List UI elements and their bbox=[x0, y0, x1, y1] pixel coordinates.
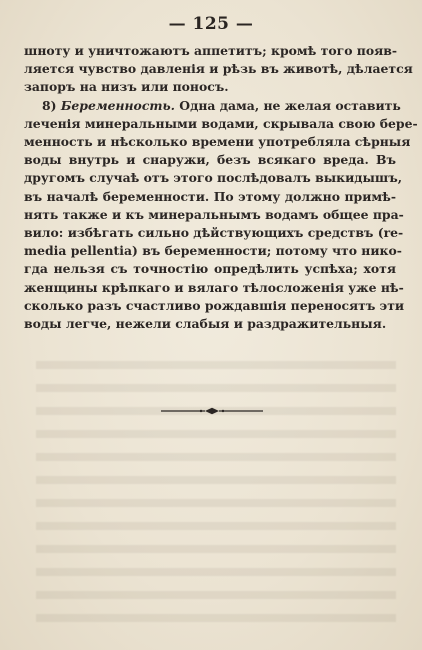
section-8-line-4: другомъ случаѣ отъ этого послѣдовалъ выкидышъ, bbox=[24, 170, 403, 186]
section-8-line-2: менность и нѣсколько времени употребляла сѣрныя bbox=[24, 134, 411, 150]
section-8-line-12: воды легче, нежели слабыя и раздражительныя. bbox=[24, 316, 387, 332]
page-number: — 125 — bbox=[168, 14, 254, 34]
reverse-side-bleed-through bbox=[36, 352, 396, 637]
paragraph-1-line-2: ляется чувство давленія и рѣзь въ животѣ, дѣлается bbox=[24, 61, 413, 77]
section-title: Беременность. bbox=[60, 97, 175, 113]
section-8-line-9: гда нельзя съ точностію опредѣлить успѣха; хотя bbox=[24, 261, 396, 277]
ornamental-rule-icon bbox=[161, 407, 263, 415]
section-8-line-5: въ началѣ беременности. По этому должно примѣ- bbox=[24, 188, 396, 204]
body-text bbox=[24, 42, 418, 333]
section-8-line-1: леченія минеральными водами, скрывала свою бере- bbox=[24, 115, 418, 131]
section-8-first-line-text: Одна дама, не желая оставить bbox=[179, 97, 401, 113]
paragraph-1-line-3: запоръ на низъ или поносъ. bbox=[24, 79, 229, 95]
section-8-line-10: женщины крѣпкаго и вялаго тѣлосложенія уже нѣ- bbox=[24, 279, 404, 295]
section-8-line-8: media pellentia) въ беременности; потому что нико- bbox=[24, 243, 402, 259]
section-8-heading-line bbox=[24, 97, 401, 115]
section-8-line-7: вило: избѣгать сильно дѣйствующихъ средствъ (re- bbox=[24, 225, 404, 241]
section-8-line-11: сколько разъ счастливо рождавшія переносятъ эти bbox=[24, 297, 405, 313]
section-8-line-6: нять также и къ минеральнымъ водамъ общее пра- bbox=[24, 206, 404, 222]
section-8-line-3: воды внутрь и снаружи, безъ всякаго вреда. Въ bbox=[24, 152, 396, 168]
section-number: 8) bbox=[42, 97, 57, 113]
paragraph-1-line-1: шноту и уничтожаютъ аппетитъ; кромѣ того появ- bbox=[24, 43, 398, 58]
